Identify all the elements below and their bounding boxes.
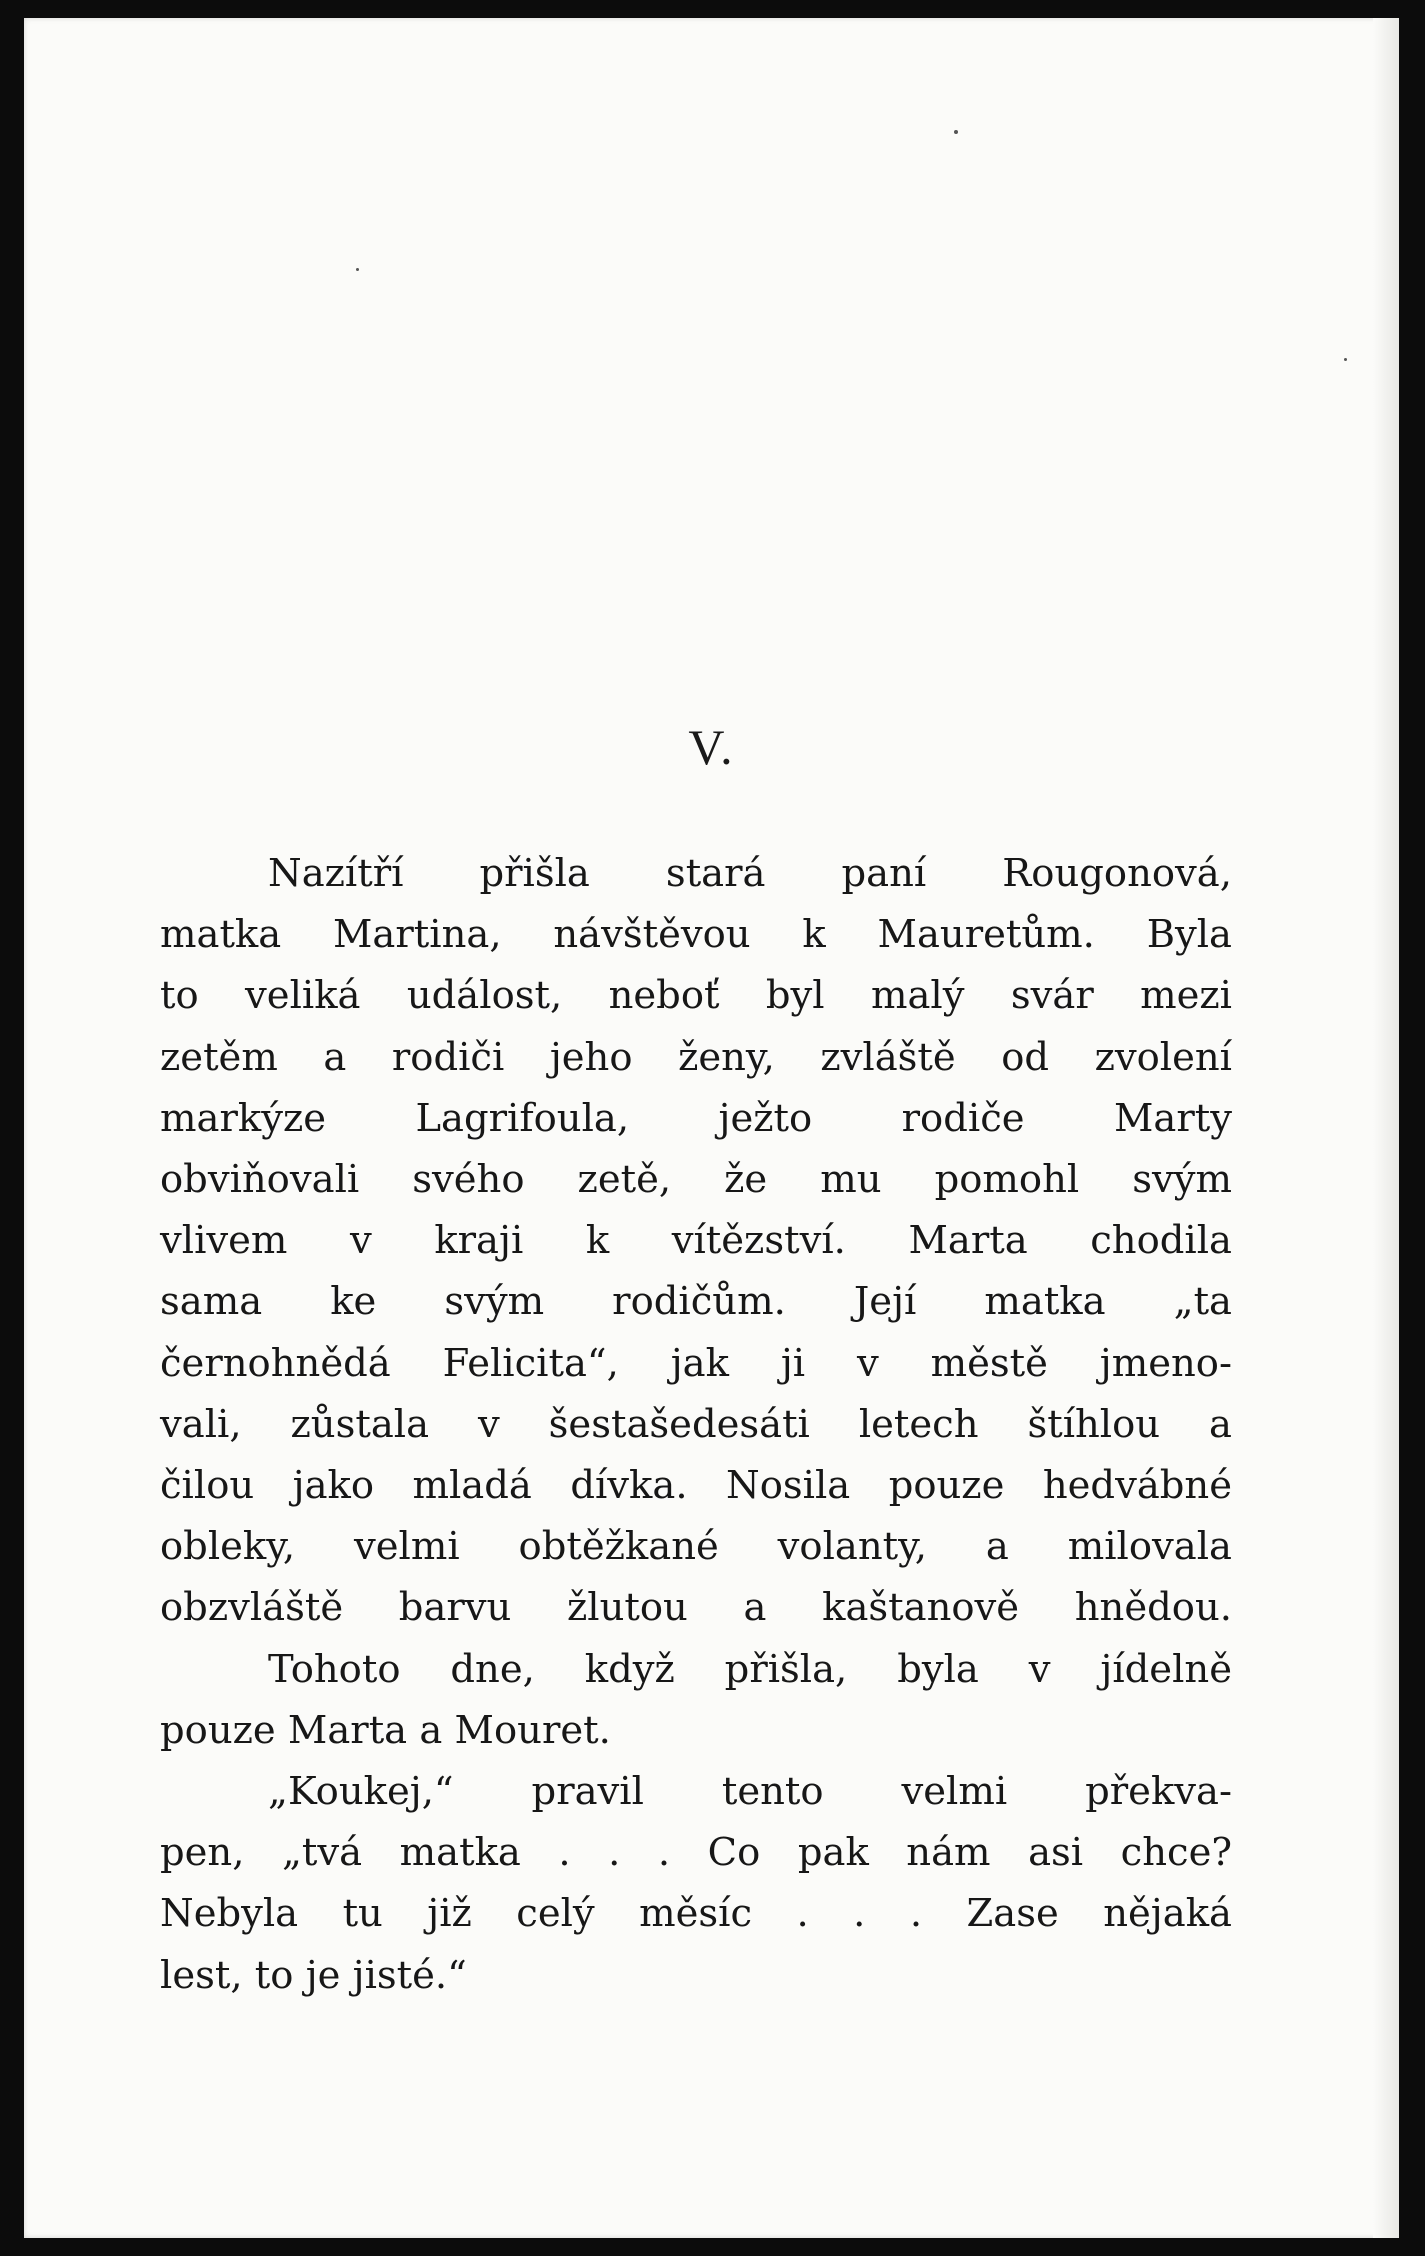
text-line: to veliká událost, neboť byl malý svár mezi — [160, 973, 1232, 1019]
chapter-heading: V. — [688, 719, 735, 775]
text-line: pen, „tvá matka . . . Co pak nám asi chce? — [160, 1830, 1232, 1876]
text-line: obleky, velmi obtěžkané volanty, a milovala — [160, 1524, 1232, 1570]
text-line: čilou jako mladá dívka. Nosila pouze hedvábné — [160, 1463, 1232, 1509]
page-edge-shadow — [1373, 18, 1399, 2238]
text-line: sama ke svým rodičům. Její matka „ta — [160, 1279, 1232, 1325]
text-line: lest, to je jisté.“ — [160, 1952, 467, 1998]
body-text — [160, 843, 1232, 2006]
text-line: obviňovali svého zetě, že mu pomohl svým — [160, 1157, 1232, 1203]
print-speck — [1344, 358, 1347, 361]
text-line: vali, zůstala v šestašedesáti letech štíhlou a — [160, 1401, 1232, 1447]
text-line: zetěm a rodiči jeho ženy, zvláště od zvolení — [160, 1034, 1232, 1080]
text-line: černohnědá Felicita“, jak ji v městě jmeno- — [160, 1340, 1232, 1386]
text-line: markýze Lagrifoula, ježto rodiče Marty — [160, 1095, 1232, 1141]
print-speck — [954, 130, 958, 134]
text-line: obzvláště barvu žlutou a kaštanově hnědou. — [160, 1585, 1232, 1631]
text-line: vlivem v kraji k vítězství. Marta chodila — [160, 1218, 1232, 1264]
text-line: matka Martina, návštěvou k Mauretům. Byla — [160, 912, 1232, 958]
print-speck — [356, 268, 359, 271]
book-page — [24, 18, 1399, 2238]
text-line: „Koukej,“ pravil tento velmi překva- — [268, 1769, 1232, 1815]
text-line: Tohoto dne, když přišla, byla v jídelně — [268, 1646, 1232, 1692]
text-line: pouze Marta a Mouret. — [160, 1707, 611, 1753]
text-line: Nazítří přišla stará paní Rougonová, — [268, 851, 1232, 896]
text-line: Nebyla tu již celý měsíc . . . Zase nějaká — [160, 1891, 1232, 1937]
